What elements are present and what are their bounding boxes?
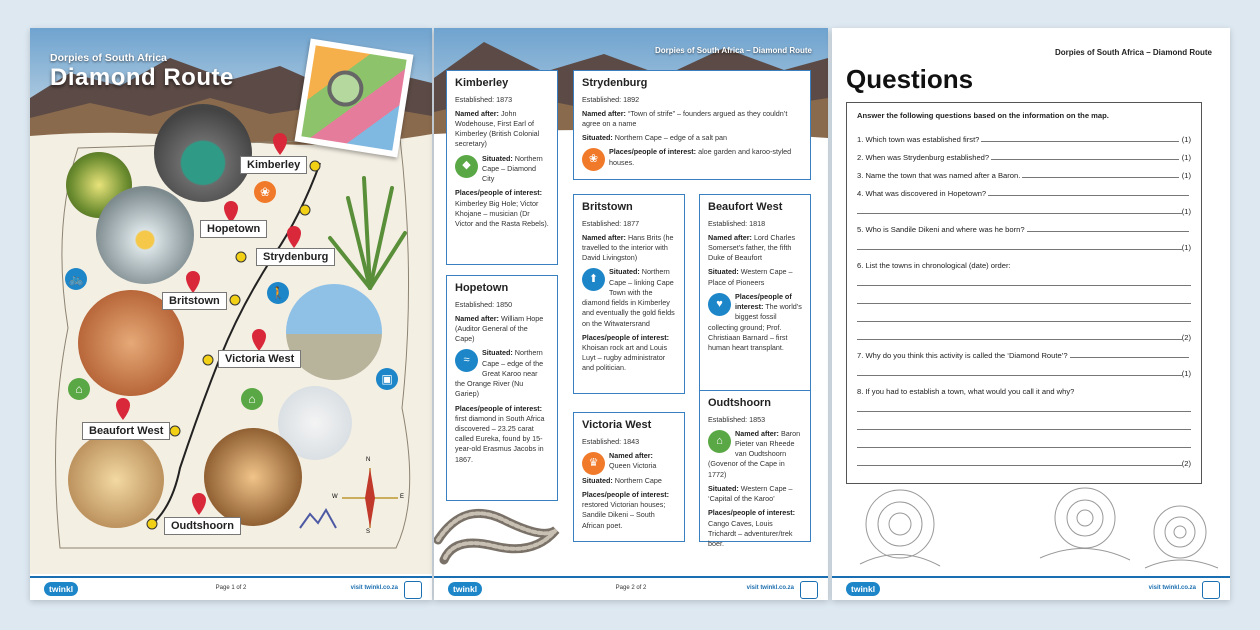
answer-line-extra[interactable] (857, 306, 1191, 324)
town-name: Oudtshoorn (708, 397, 771, 409)
compass-w: W (332, 494, 338, 500)
established: Established: 1853 (708, 414, 766, 424)
town-card-kimberley (446, 70, 558, 265)
answer-line[interactable] (988, 195, 1189, 196)
places: The world’s biggest fossil collecting ground; Prof. Christiaan Barnard – first human heart transplant. (708, 302, 802, 353)
answer-line[interactable] (1027, 231, 1189, 232)
question-text: 7. Why do you think this activity is called the ‘Diamond Route’? (857, 351, 1068, 360)
page-number: Page 1 of 2 (215, 585, 247, 591)
museum-icon: ⌂ (68, 378, 90, 400)
town-card-strydenburg (573, 70, 811, 180)
town-label-hopetown: Hopetown (200, 220, 267, 238)
places-label: Places/people of interest: (455, 403, 543, 413)
succulent-illustration (840, 474, 1222, 572)
answer-line[interactable] (991, 159, 1179, 160)
questions-intro: Answer the following questions based on the information on the map. (857, 111, 1109, 120)
established: Established: 1873 (455, 94, 513, 104)
named-after: “Town of strife” – founders argued as they couldn’t agree on a name (582, 108, 788, 129)
places: aloe garden and karoo-styled houses. (609, 147, 792, 167)
question-text: 6. List the towns in chronological (date) order: (857, 261, 1011, 270)
named-label: Named after: (455, 108, 499, 118)
town-name: Beaufort West (708, 201, 783, 213)
quality-badge-icon (404, 581, 422, 599)
named-after: William Hope (Auditor General of the Cape) (455, 313, 544, 344)
route-map (30, 28, 432, 574)
mark: (1) (1181, 135, 1191, 144)
museum-icon-2: ⌂ (241, 388, 263, 410)
named-label: Named after: (582, 232, 626, 242)
worksheet-page-2 (434, 28, 828, 600)
named-after: Lord Charles Somerset’s father, the fifth Duke of Beaufort (708, 232, 796, 263)
big-hole-photo (154, 104, 252, 202)
town-label-britstown: Britstown (162, 292, 227, 310)
crown-icon: ♛ (582, 452, 605, 475)
page-footer (832, 576, 1230, 600)
question-text: 4. What was discovered in Hopetown? (857, 189, 987, 198)
page-title: Diamond Route (50, 64, 234, 91)
mark: (1) (1181, 153, 1191, 162)
fossil-photo (68, 432, 164, 528)
named-label: Named after: (609, 450, 653, 460)
town-label-kimberley: Kimberley (240, 156, 307, 174)
question-5 (857, 216, 1191, 234)
town-card-britstown (573, 194, 685, 394)
established: Established: 1843 (582, 436, 640, 446)
town-card-beaufort-west (699, 194, 811, 394)
answer-line-extra[interactable] (857, 414, 1191, 432)
town-name: Victoria West (582, 419, 652, 431)
answer-line-extra[interactable] (857, 270, 1191, 288)
cango-caves-photo (204, 428, 302, 526)
series-brand: Dorpies of South Africa – Diamond Route (1054, 48, 1212, 57)
named-label: Named after: (708, 232, 752, 242)
situated: Northern Cape (614, 475, 662, 485)
town-card-oudtshoorn (699, 390, 811, 549)
question-4 (857, 180, 1191, 198)
places: restored Victorian houses; Sandile Dikeni – South African poet. (582, 500, 666, 530)
answer-line[interactable] (1070, 357, 1189, 358)
answer-line-extra[interactable] (857, 450, 1191, 468)
question-text: 8. If you had to establish a town, what would you call it and why? (857, 387, 1075, 396)
established: Established: 1818 (708, 218, 766, 228)
question-text: 1. Which town was established first? (857, 135, 980, 144)
named-after: John Wodehouse, First Earl of Kimberley (British Colonial secretary) (455, 108, 540, 149)
town-card-victoria-west (573, 412, 685, 542)
situated-label: Situated: (482, 348, 513, 358)
answer-line-extra[interactable] (857, 288, 1191, 306)
question-2 (857, 144, 1191, 162)
situated-label: Situated: (609, 267, 640, 277)
compass-s: S (366, 529, 371, 535)
named-after: Hans Brits (he travelled to the interior with David Livingston) (582, 232, 674, 263)
heart-icon: ♥ (708, 293, 731, 316)
question-text: 2. When was Strydenburg established? (857, 153, 990, 162)
museum-icon: ⌂ (708, 430, 731, 453)
town-name: Strydenburg (582, 77, 648, 89)
places-label: Places/people of interest: (708, 508, 796, 518)
places-label: Places/people of interest: (582, 490, 670, 500)
situated-label: Situated: (708, 483, 739, 493)
camera-icon: ▣ (376, 368, 398, 390)
question-3 (857, 162, 1191, 180)
question-text: 5. Who is Sandile Dikeni and where was he born? (857, 225, 1025, 234)
mark: (1) (1181, 243, 1191, 252)
named-after: Baron Pieter van Rheede van Oudtshoorn (Govenor of the Cape in 1772) (708, 428, 801, 479)
town-label-beaufort-west: Beaufort West (82, 422, 170, 440)
page-footer (434, 576, 828, 600)
mark: (1) (1181, 207, 1191, 216)
established: Established: 1877 (582, 218, 640, 228)
named-label: Named after: (735, 428, 779, 438)
visit-link[interactable]: visit twinkl.co.za (746, 585, 794, 591)
situated-label: Situated: (582, 475, 613, 485)
hiker-icon: 🚶 (267, 282, 289, 304)
south-africa-minimap (295, 39, 414, 158)
town-name: Britstown (582, 201, 633, 213)
answer-line-extra[interactable] (857, 324, 1191, 342)
town-card-hopetown (446, 275, 558, 501)
situated-label: Situated: (708, 267, 739, 277)
rafting-photo (96, 186, 194, 284)
series-subtitle: Dorpies of South Africa (50, 52, 167, 64)
answer-line-extra[interactable] (857, 234, 1191, 252)
situated: Northern Cape – Diamond City (482, 153, 543, 184)
question-text: 3. Name the town that was named after a Baron. (857, 171, 1021, 180)
answer-line-extra[interactable] (857, 360, 1191, 378)
situated: Western Cape – ‘Capital of the Karoo’ (708, 483, 793, 504)
answer-line-extra[interactable] (857, 396, 1191, 414)
diamond-rose-icon: ❀ (254, 181, 276, 203)
twinkl-logo: twinkl (448, 582, 482, 596)
places: Khoisan rock art and Louis Luyt – rugby administrator and politician. (582, 343, 668, 373)
places: Kimberley Big Hole; Victor Khojane – musician (Dr Victor and the Rasta Rebels). (455, 198, 549, 229)
question-1 (857, 126, 1191, 144)
answer-line-extra[interactable] (857, 198, 1191, 216)
town-label-victoria-west: Victoria West (218, 350, 301, 368)
water-icon: ≈ (455, 349, 478, 372)
places-label: Places/people of interest: (455, 188, 543, 198)
snake-illustration (434, 480, 566, 570)
mark: (1) (1181, 369, 1191, 378)
question-7 (857, 342, 1191, 360)
town-name: Kimberley (455, 77, 509, 89)
worksheet-page-3 (832, 28, 1230, 600)
bicycle-icon: ⬆ (582, 268, 605, 291)
quality-badge-icon (800, 581, 818, 599)
town-name: Hopetown (455, 282, 509, 294)
named-label: Named after: (455, 313, 499, 323)
page-title: Questions (846, 64, 974, 94)
question-8 (857, 378, 1191, 396)
situated: Western Cape – Place of Pioneers (708, 267, 793, 287)
visit-link[interactable]: visit twinkl.co.za (1148, 585, 1196, 591)
answer-line-extra[interactable] (857, 432, 1191, 450)
questions-box (846, 102, 1202, 484)
worksheet-page-1 (30, 28, 432, 600)
established: Established: 1850 (455, 299, 513, 309)
visit-link[interactable]: visit twinkl.co.za (350, 585, 398, 591)
town-label-oudtshoorn: Oudtshoorn (164, 517, 241, 535)
places: Cango Caves, Louis Trichardt – adventurer/trek boer. (708, 518, 793, 549)
page-number: Page 2 of 2 (615, 585, 647, 591)
named-after: Queen Victoria (609, 461, 657, 471)
bicycle-icon: 🚲 (65, 268, 87, 290)
town-label-strydenburg: Strydenburg (256, 248, 335, 266)
diamond-icon: ◆ (455, 155, 478, 178)
established: Established: 1892 (582, 94, 640, 104)
question-6 (857, 252, 1191, 270)
compass-n: N (366, 457, 371, 463)
twinkl-logo: twinkl (846, 582, 880, 596)
places-label: Places/people of interest: (582, 332, 670, 342)
series-brand: Dorpies of South Africa – Diamond Route (654, 46, 812, 55)
places-label: Places/people of interest: (609, 147, 697, 157)
places-label: Places/people of interest: (735, 291, 792, 312)
named-label: Named after: (582, 108, 626, 118)
quality-badge-icon (1202, 581, 1220, 599)
page-footer (30, 576, 432, 600)
situated: Northern Cape – edge of the Great Karoo near the Orange River (Nu Gariep) (455, 348, 544, 399)
places: first diamond in South Africa discovered – 23.25 carat called Eureka, found by 15-year-old Erasmus Jacobs in 1867. (455, 413, 545, 464)
twinkl-logo: twinkl (44, 582, 78, 596)
mark: (1) (1181, 171, 1191, 180)
answer-line[interactable] (1022, 177, 1179, 178)
situated: Northern Cape – edge of a salt pan (614, 133, 728, 143)
compass-e: E (400, 494, 405, 500)
mark: (2) (1181, 333, 1191, 342)
aloe-icon: ❀ (582, 148, 605, 171)
situated: Northern Cape – linking Cape Town with the diamond fields in Kimberley and eventually the gold fields on the Witwatersrand (582, 267, 675, 328)
situated-label: Situated: (582, 133, 613, 143)
situated-label: Situated: (482, 153, 513, 163)
mark: (2) (1181, 459, 1191, 468)
answer-line[interactable] (981, 141, 1179, 142)
